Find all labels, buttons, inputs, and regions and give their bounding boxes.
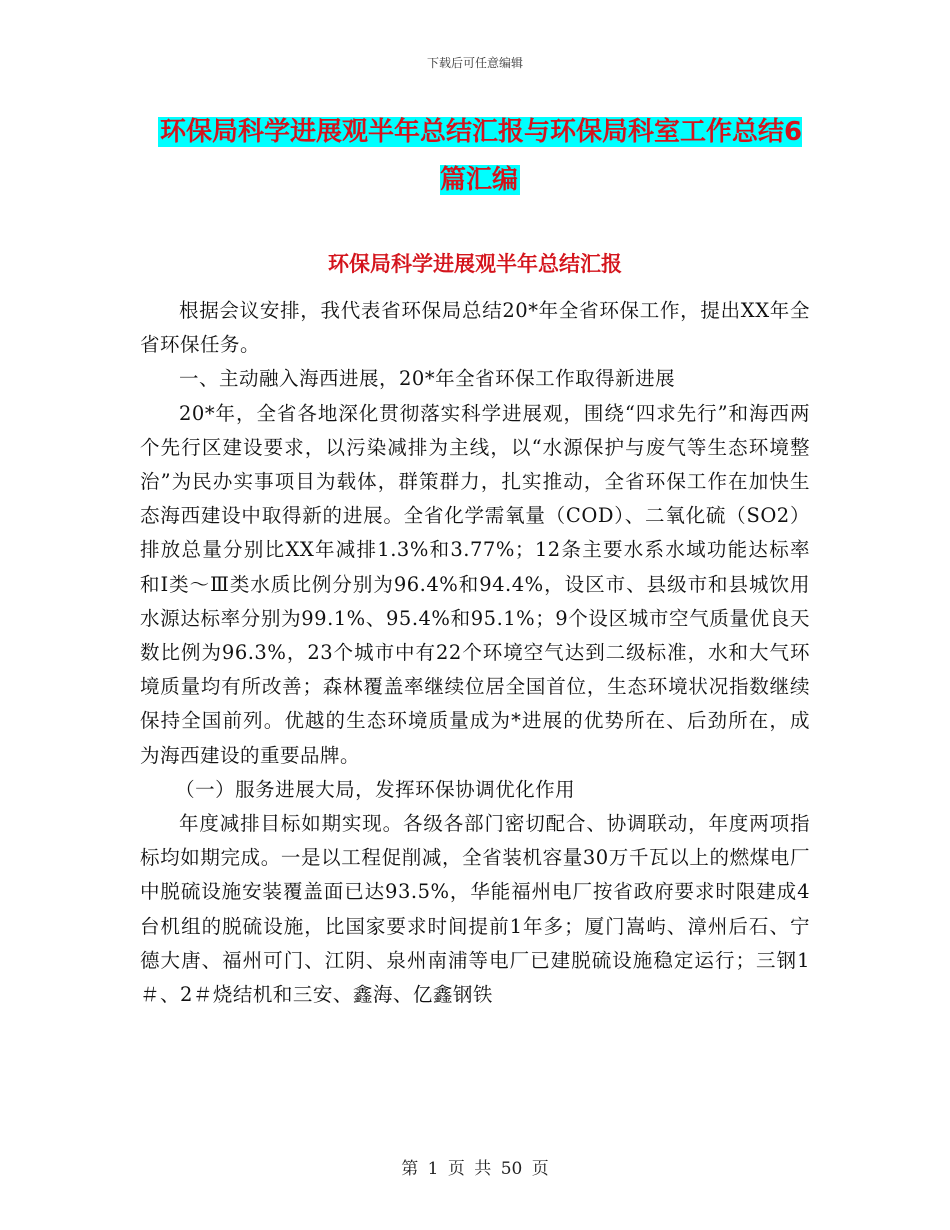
- paragraph: 20*年，全省各地深化贯彻落实科学进展观，围绕“四求先行”和海西两个先行区建设要求，以污染减排为主线，以“水源保护与废气等生态环境整治”为民办实事项目为载体，群策群力，扎实推动，全省环保工作在加快生态海西建设中取得新的进展。全省化学需氧量（COD）、二氧化硫（SO2）排放总量分别比XX年减排1.3%和3.77%；12条主要水系水域功能达标率和Ⅰ类～Ⅲ类水质比例分别为96.4%和94.4%，设区市、县级市和县城饮用水源达标率分别为99.1%、95.4%和95.1%；9个设区城市空气质量优良天数比例为96.3%，23个城市中有22个环境空气达到二级标准，水和大气环境质量均有所改善；森林覆盖率继续位居全国首位，生态环境状况指数继续保持全国前列。优越的生态环境质量成为*进展的优势所在、后劲所在，成为海西建设的重要品牌。: [140, 401, 810, 767]
- document-body: [140, 294, 810, 1012]
- document-title-text: 环保局科学进展观半年总结汇报与环保局科室工作总结6篇汇编: [159, 117, 803, 195]
- header-note: 下载后可任意编辑: [426, 56, 523, 70]
- paragraph: 根据会议安排，我代表省环保局总结20*年全省环保工作，提出XX年全省环保任务。: [140, 299, 810, 357]
- section-title: 环保局科学进展观半年总结汇报: [328, 252, 622, 276]
- page-number: 第 1 页 共 50 页: [401, 1159, 549, 1179]
- paragraph-subheading: （一）服务进展大局，发挥环保协调优化作用: [175, 777, 576, 801]
- paragraph: 年度减排目标如期实现。各级各部门密切配合、协调联动，年度两项指标均如期完成。一是以工程促削减，全省装机容量30万千瓦以上的燃煤电厂中脱硫设施安装覆盖面已达93.5%，华能福州电厂按省政府要求时限建成4台机组的脱硫设施，比国家要求时间提前1年多；厦门嵩屿、漳州后石、宁德大唐、福州可门、江阴、泉州南浦等电厂已建脱硫设施稳定运行；三钢1＃、2＃烧结机和三安、鑫海、亿鑫钢铁: [140, 812, 810, 1007]
- paragraph-heading: 一、主动融入海西进展，20*年全省环保工作取得新进展: [179, 367, 676, 391]
- document-title: [150, 108, 810, 204]
